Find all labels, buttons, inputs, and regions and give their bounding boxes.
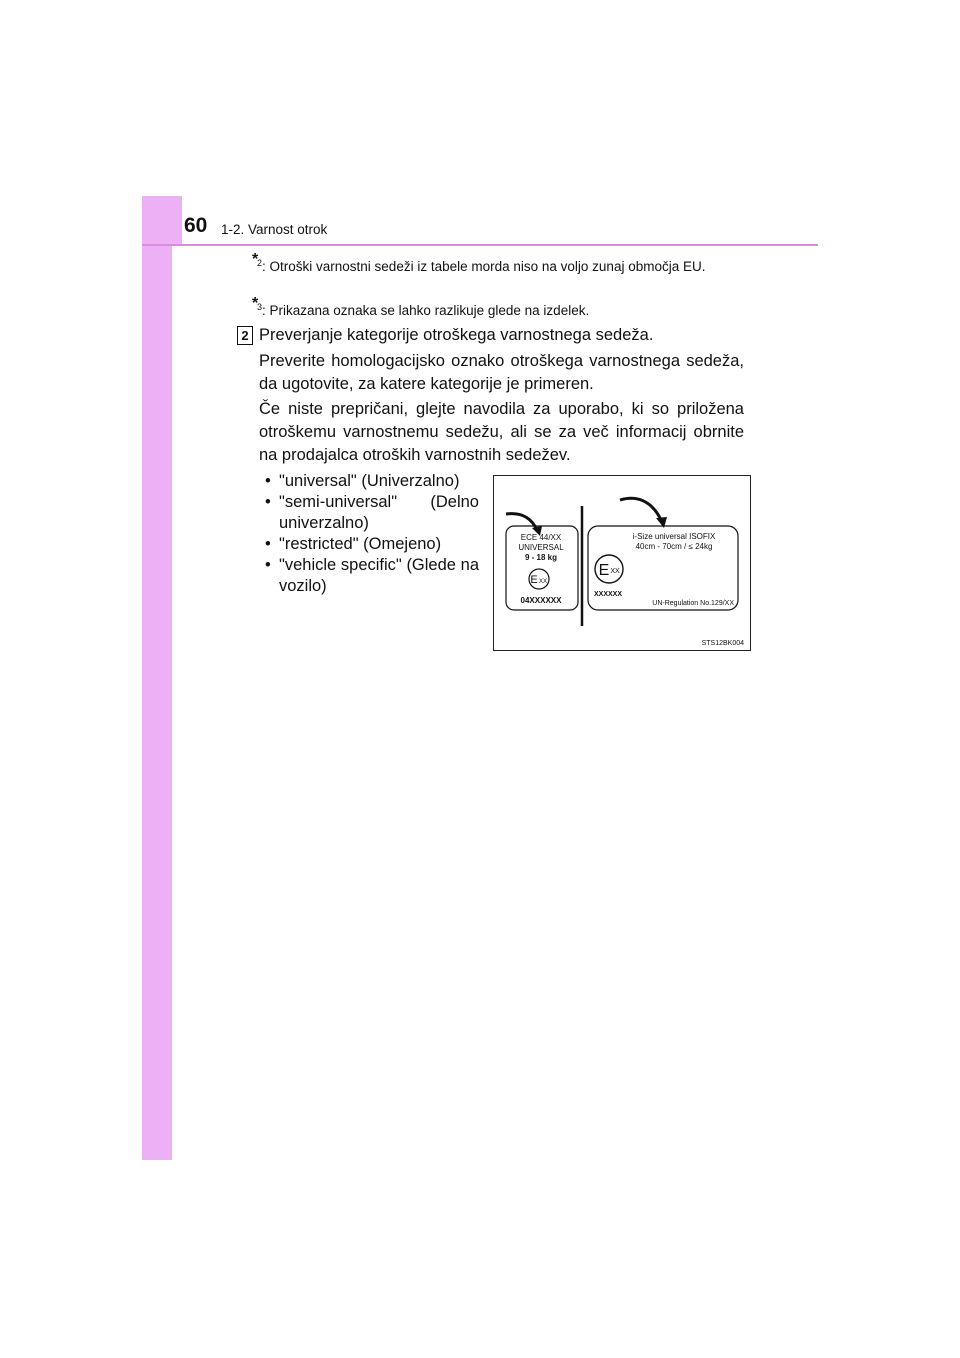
side-color-band xyxy=(142,196,172,1160)
e-mark-letter: E xyxy=(598,562,610,579)
e-mark-sub: XX xyxy=(538,579,548,585)
footnote-2 xyxy=(252,251,727,276)
ece44-code: 04XXXXXX xyxy=(520,596,562,605)
footnote-number: 2 xyxy=(257,258,263,268)
isize-line2: 40cm - 70cm / ≤ 24kg xyxy=(635,542,713,551)
list-item: • "semi-universal" (Delno univerzalno) xyxy=(267,492,479,534)
step-title: Preverjanje kategorije otroškega varnostnega sedeža. xyxy=(259,326,654,344)
figure-code: STS12BK004 xyxy=(701,640,744,647)
step-paragraph-2: Če niste prepričani, glejte navodila za uporabo, ki so priložena otroškemu varnostnemu sedežu, ali se za več informacij obrnite na prodajalca otroških varnostnih sedežev. xyxy=(259,400,744,464)
list-item: • "universal" (Univerzalno) xyxy=(267,471,479,492)
footnote-text: : Otroški varnostni sedeži iz tabele morda niso na voljo zunaj območja EU. xyxy=(262,259,706,274)
e-mark-letter: E xyxy=(530,574,538,586)
step-number-box: 2 xyxy=(237,326,253,345)
list-item: • "vehicle specific" (Glede na vozilo) xyxy=(267,555,479,597)
e-mark-sub: XX xyxy=(610,568,620,575)
header-color-tab xyxy=(142,196,182,246)
arrow-icon xyxy=(506,514,538,532)
category-list xyxy=(267,471,479,597)
footnote-marker: * xyxy=(252,295,259,312)
approval-label-figure xyxy=(493,475,751,651)
list-item: • "restricted" (Omejeno) xyxy=(267,534,479,555)
isize-regulation: UN-Regulation No.129/XX xyxy=(652,600,734,607)
ece44-line3: 9 - 18 kg xyxy=(524,553,558,562)
arrow-icon xyxy=(620,498,662,522)
header-rule xyxy=(142,244,818,246)
footnote-text: : Prikazana oznaka se lahko razlikuje glede na izdelek. xyxy=(262,303,590,318)
ece44-line2: UNIVERSAL xyxy=(518,543,564,552)
footnote-3 xyxy=(252,295,727,320)
isize-code: XXXXXX xyxy=(593,591,623,598)
ece44-line1: ECE 44/XX xyxy=(520,533,562,542)
isize-line1: i-Size universal ISOFIX xyxy=(632,532,716,541)
footnote-number: 3 xyxy=(257,302,263,312)
approval-label-illustration xyxy=(494,476,750,650)
footnote-marker: * xyxy=(252,251,259,268)
step-paragraph-1: Preverite homologacijsko oznako otroškega varnostnega sedeža, da ugotovite, za katere kategorije je primeren. xyxy=(259,352,744,393)
page-number: 60 xyxy=(184,214,208,237)
section-title: 1-2. Varnost otrok xyxy=(221,222,328,237)
